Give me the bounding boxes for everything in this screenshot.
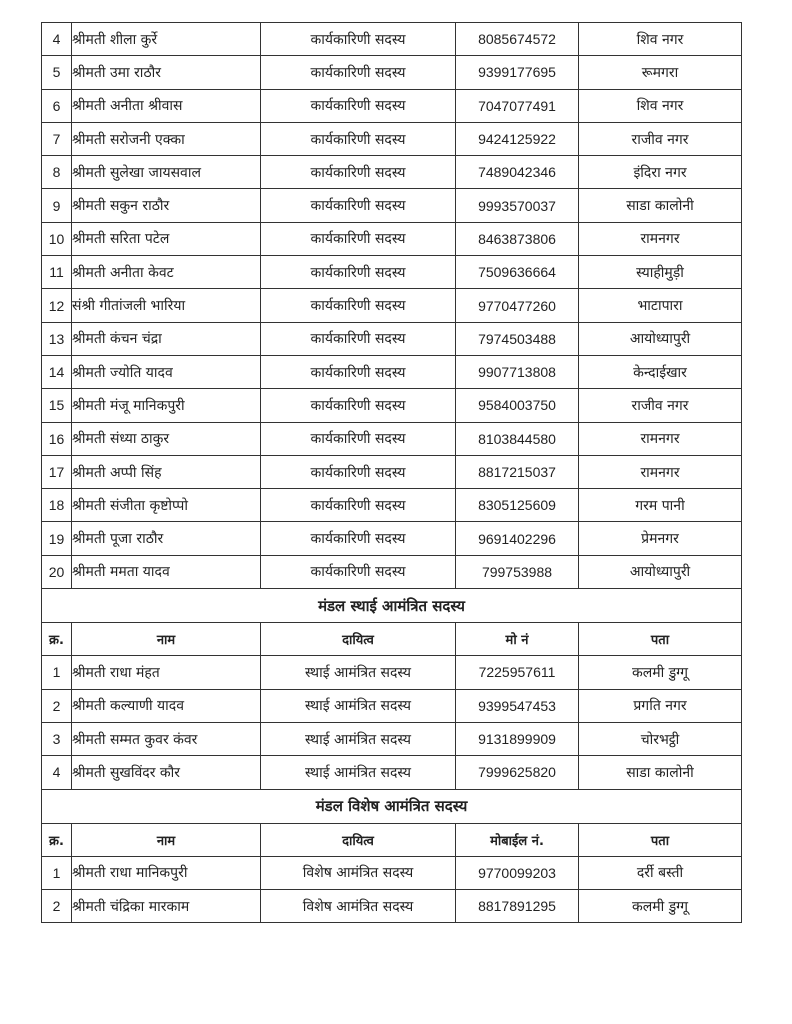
- table-row: [42, 389, 742, 422]
- serial-number: 6: [42, 89, 72, 122]
- member-address: साडा कालोनी: [579, 189, 742, 222]
- table-row: [42, 689, 742, 722]
- member-address: रामनगर: [579, 455, 742, 488]
- member-name: श्रीमती संजीता कृष्टोप्पो: [72, 489, 261, 522]
- column-header-role: दायित्व: [261, 823, 456, 856]
- member-phone: 8817891295: [456, 890, 579, 923]
- table-row: [42, 189, 742, 222]
- member-phone: 7509636664: [456, 256, 579, 289]
- serial-number: 4: [42, 23, 72, 56]
- table-row: [42, 455, 742, 488]
- member-phone: 9424125922: [456, 122, 579, 155]
- member-address: गरम पानी: [579, 489, 742, 522]
- member-address: शिव नगर: [579, 89, 742, 122]
- serial-number: 15: [42, 389, 72, 422]
- member-role: कार्यकारिणी सदस्य: [261, 122, 456, 155]
- column-header-address: पता: [579, 823, 742, 856]
- serial-number: 10: [42, 222, 72, 255]
- serial-number: 1: [42, 656, 72, 689]
- table-row: [42, 656, 742, 689]
- member-address: प्रेमनगर: [579, 522, 742, 555]
- column-header-phone: मोबाईल नं.: [456, 823, 579, 856]
- member-name: श्रीमती कल्याणी यादव: [72, 689, 261, 722]
- member-name: श्रीमती ममता यादव: [72, 555, 261, 588]
- member-role: स्थाई आमंत्रित सदस्य: [261, 656, 456, 689]
- member-role: स्थाई आमंत्रित सदस्य: [261, 689, 456, 722]
- member-phone: 9770099203: [456, 856, 579, 889]
- member-name: श्रीमती सरोजनी एक्का: [72, 122, 261, 155]
- member-role: स्थाई आमंत्रित सदस्य: [261, 722, 456, 755]
- member-role: कार्यकारिणी सदस्य: [261, 189, 456, 222]
- member-address: राजीव नगर: [579, 122, 742, 155]
- table-row: [42, 422, 742, 455]
- table-row: [42, 89, 742, 122]
- member-address: राजीव नगर: [579, 389, 742, 422]
- member-role: कार्यकारिणी सदस्य: [261, 455, 456, 488]
- member-phone: 8817215037: [456, 455, 579, 488]
- table-row: [42, 522, 742, 555]
- table-row: [42, 23, 742, 56]
- member-role: स्थाई आमंत्रित सदस्य: [261, 756, 456, 789]
- member-role: कार्यकारिणी सदस्य: [261, 489, 456, 522]
- member-role: कार्यकारिणी सदस्य: [261, 522, 456, 555]
- member-phone: 9691402296: [456, 522, 579, 555]
- serial-number: 3: [42, 722, 72, 755]
- member-name: श्रीमती सकुन राठौर: [72, 189, 261, 222]
- serial-number: 19: [42, 522, 72, 555]
- serial-number: 4: [42, 756, 72, 789]
- member-address: चोरभट्ठी: [579, 722, 742, 755]
- member-role: कार्यकारिणी सदस्य: [261, 355, 456, 388]
- serial-number: 14: [42, 355, 72, 388]
- serial-number: 12: [42, 289, 72, 322]
- serial-number: 7: [42, 122, 72, 155]
- section-title-row: [42, 589, 742, 623]
- member-role: कार्यकारिणी सदस्य: [261, 89, 456, 122]
- member-phone: 9131899909: [456, 722, 579, 755]
- serial-number: 9: [42, 189, 72, 222]
- column-header-serial: क्र.: [42, 823, 72, 856]
- table-row: [42, 122, 742, 155]
- member-address: दर्री बस्ती: [579, 856, 742, 889]
- member-role: कार्यकारिणी सदस्य: [261, 56, 456, 89]
- member-address: केन्दाईखार: [579, 355, 742, 388]
- member-phone: 9584003750: [456, 389, 579, 422]
- table-row: [42, 355, 742, 388]
- member-phone: 8305125609: [456, 489, 579, 522]
- table-row: [42, 322, 742, 355]
- member-role: कार्यकारिणी सदस्य: [261, 289, 456, 322]
- member-role: कार्यकारिणी सदस्य: [261, 256, 456, 289]
- table-row: [42, 555, 742, 588]
- member-phone: 799753988: [456, 555, 579, 588]
- member-name: श्रीमती राधा मंहत: [72, 656, 261, 689]
- member-phone: 8103844580: [456, 422, 579, 455]
- member-phone: 9770477260: [456, 289, 579, 322]
- member-address: कलमी डुग्गू: [579, 656, 742, 689]
- member-phone: 7047077491: [456, 89, 579, 122]
- column-header-serial: क्र.: [42, 623, 72, 656]
- member-name: श्रीमती शीला कुर्रे: [72, 23, 261, 56]
- column-header-role: दायित्व: [261, 623, 456, 656]
- member-role: कार्यकारिणी सदस्य: [261, 156, 456, 189]
- member-address: रूमगरा: [579, 56, 742, 89]
- serial-number: 20: [42, 555, 72, 588]
- member-name: श्रीमती सम्मत कुवर कंवर: [72, 722, 261, 755]
- member-phone: 7225957611: [456, 656, 579, 689]
- member-name: संश्री गीतांजली भारिया: [72, 289, 261, 322]
- section-title-permanent-invitees: मंडल स्थाई आमंत्रित सदस्य: [42, 589, 742, 623]
- table-row: [42, 156, 742, 189]
- member-name: श्रीमती अप्पी सिंह: [72, 455, 261, 488]
- serial-number: 17: [42, 455, 72, 488]
- member-phone: 9399547453: [456, 689, 579, 722]
- member-role: कार्यकारिणी सदस्य: [261, 389, 456, 422]
- member-name: श्रीमती ज्योति यादव: [72, 355, 261, 388]
- section-title-row: [42, 789, 742, 823]
- member-name: श्रीमती अनीता श्रीवास: [72, 89, 261, 122]
- member-address: आयोध्यापुरी: [579, 555, 742, 588]
- column-header-phone: मो नं: [456, 623, 579, 656]
- serial-number: 18: [42, 489, 72, 522]
- column-header-name: नाम: [72, 623, 261, 656]
- member-address: साडा कालोनी: [579, 756, 742, 789]
- member-name: श्रीमती सरिता पटेल: [72, 222, 261, 255]
- member-role: कार्यकारिणी सदस्य: [261, 23, 456, 56]
- serial-number: 2: [42, 890, 72, 923]
- member-address: रामनगर: [579, 222, 742, 255]
- table-row: [42, 289, 742, 322]
- member-address: इंदिरा नगर: [579, 156, 742, 189]
- roster-body: [42, 23, 742, 923]
- serial-number: 11: [42, 256, 72, 289]
- member-role: कार्यकारिणी सदस्य: [261, 322, 456, 355]
- column-header-name: नाम: [72, 823, 261, 856]
- member-name: श्रीमती उमा राठौर: [72, 56, 261, 89]
- member-phone: 7974503488: [456, 322, 579, 355]
- member-role: कार्यकारिणी सदस्य: [261, 555, 456, 588]
- member-phone: 8085674572: [456, 23, 579, 56]
- member-name: श्रीमती चंद्रिका मारकाम: [72, 890, 261, 923]
- member-name: श्रीमती संध्या ठाकुर: [72, 422, 261, 455]
- serial-number: 1: [42, 856, 72, 889]
- serial-number: 2: [42, 689, 72, 722]
- section-title-special-invitees: मंडल विशेष आमंत्रित सदस्य: [42, 789, 742, 823]
- serial-number: 16: [42, 422, 72, 455]
- member-name: श्रीमती सुलेखा जायसवाल: [72, 156, 261, 189]
- member-name: श्रीमती कंचन चंद्रा: [72, 322, 261, 355]
- table-row: [42, 56, 742, 89]
- member-address: आयोध्यापुरी: [579, 322, 742, 355]
- member-phone: 9399177695: [456, 56, 579, 89]
- member-name: श्रीमती मंजू मानिकपुरी: [72, 389, 261, 422]
- table-row: [42, 756, 742, 789]
- member-phone: 9907713808: [456, 355, 579, 388]
- member-phone: 7489042346: [456, 156, 579, 189]
- member-address: स्याहीमुड़ी: [579, 256, 742, 289]
- member-phone: 8463873806: [456, 222, 579, 255]
- member-address: रामनगर: [579, 422, 742, 455]
- member-role: कार्यकारिणी सदस्य: [261, 422, 456, 455]
- table-row: [42, 489, 742, 522]
- table-header-row: [42, 823, 742, 856]
- table-header-row: [42, 623, 742, 656]
- serial-number: 13: [42, 322, 72, 355]
- member-role: कार्यकारिणी सदस्य: [261, 222, 456, 255]
- member-name: श्रीमती सुखविंदर कौर: [72, 756, 261, 789]
- member-roster-table: [41, 22, 742, 923]
- serial-number: 5: [42, 56, 72, 89]
- member-role: विशेष आमंत्रित सदस्य: [261, 890, 456, 923]
- table-row: [42, 722, 742, 755]
- member-address: कलमी डुग्गू: [579, 890, 742, 923]
- table-row: [42, 856, 742, 889]
- table-row: [42, 890, 742, 923]
- member-name: श्रीमती पूजा राठौर: [72, 522, 261, 555]
- table-row: [42, 222, 742, 255]
- serial-number: 8: [42, 156, 72, 189]
- column-header-address: पता: [579, 623, 742, 656]
- member-address: भाटापारा: [579, 289, 742, 322]
- member-role: विशेष आमंत्रित सदस्य: [261, 856, 456, 889]
- member-address: शिव नगर: [579, 23, 742, 56]
- member-address: प्रगति नगर: [579, 689, 742, 722]
- member-name: श्रीमती अनीता केवट: [72, 256, 261, 289]
- member-phone: 7999625820: [456, 756, 579, 789]
- table-row: [42, 256, 742, 289]
- member-phone: 9993570037: [456, 189, 579, 222]
- member-name: श्रीमती राधा मानिकपुरी: [72, 856, 261, 889]
